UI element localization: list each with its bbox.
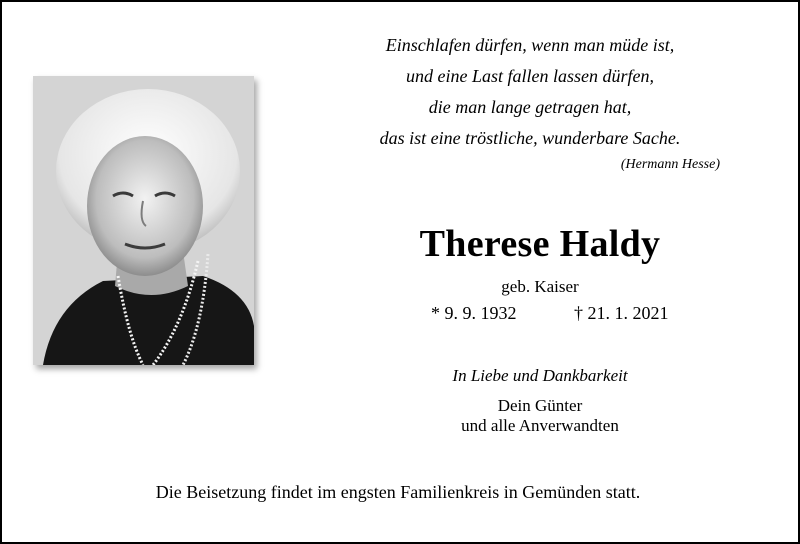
maiden-name: geb. Kaiser (501, 277, 579, 296)
hesse-quote (330, 30, 730, 154)
quote-line: die man lange getragen hat, (428, 97, 632, 117)
portrait-photo (33, 76, 254, 365)
portrait-image (33, 76, 254, 365)
signers (330, 396, 750, 436)
quote-line: Einschlafen dürfen, wenn man müde ist, (385, 35, 675, 55)
quote-line: und eine Last fallen lassen dürfen, (406, 66, 654, 86)
signer-line: Dein Günter (497, 396, 583, 415)
death-date: † 21. 1. 2021 (574, 303, 669, 323)
quote-line: das ist eine tröstliche, wunderbare Sache. (379, 128, 681, 148)
signer-line: und alle Anverwandten (461, 416, 619, 435)
quote-author: (Hermann Hesse) (620, 157, 720, 172)
burial-notice: Die Beisetzung findet im engsten Familienkreis in Gemünden statt. (155, 482, 641, 502)
birth-date: * 9. 9. 1932 (431, 303, 517, 323)
closing-phrase: In Liebe und Dankbarkeit (452, 366, 628, 385)
deceased-name: Therese Haldy (419, 223, 661, 265)
